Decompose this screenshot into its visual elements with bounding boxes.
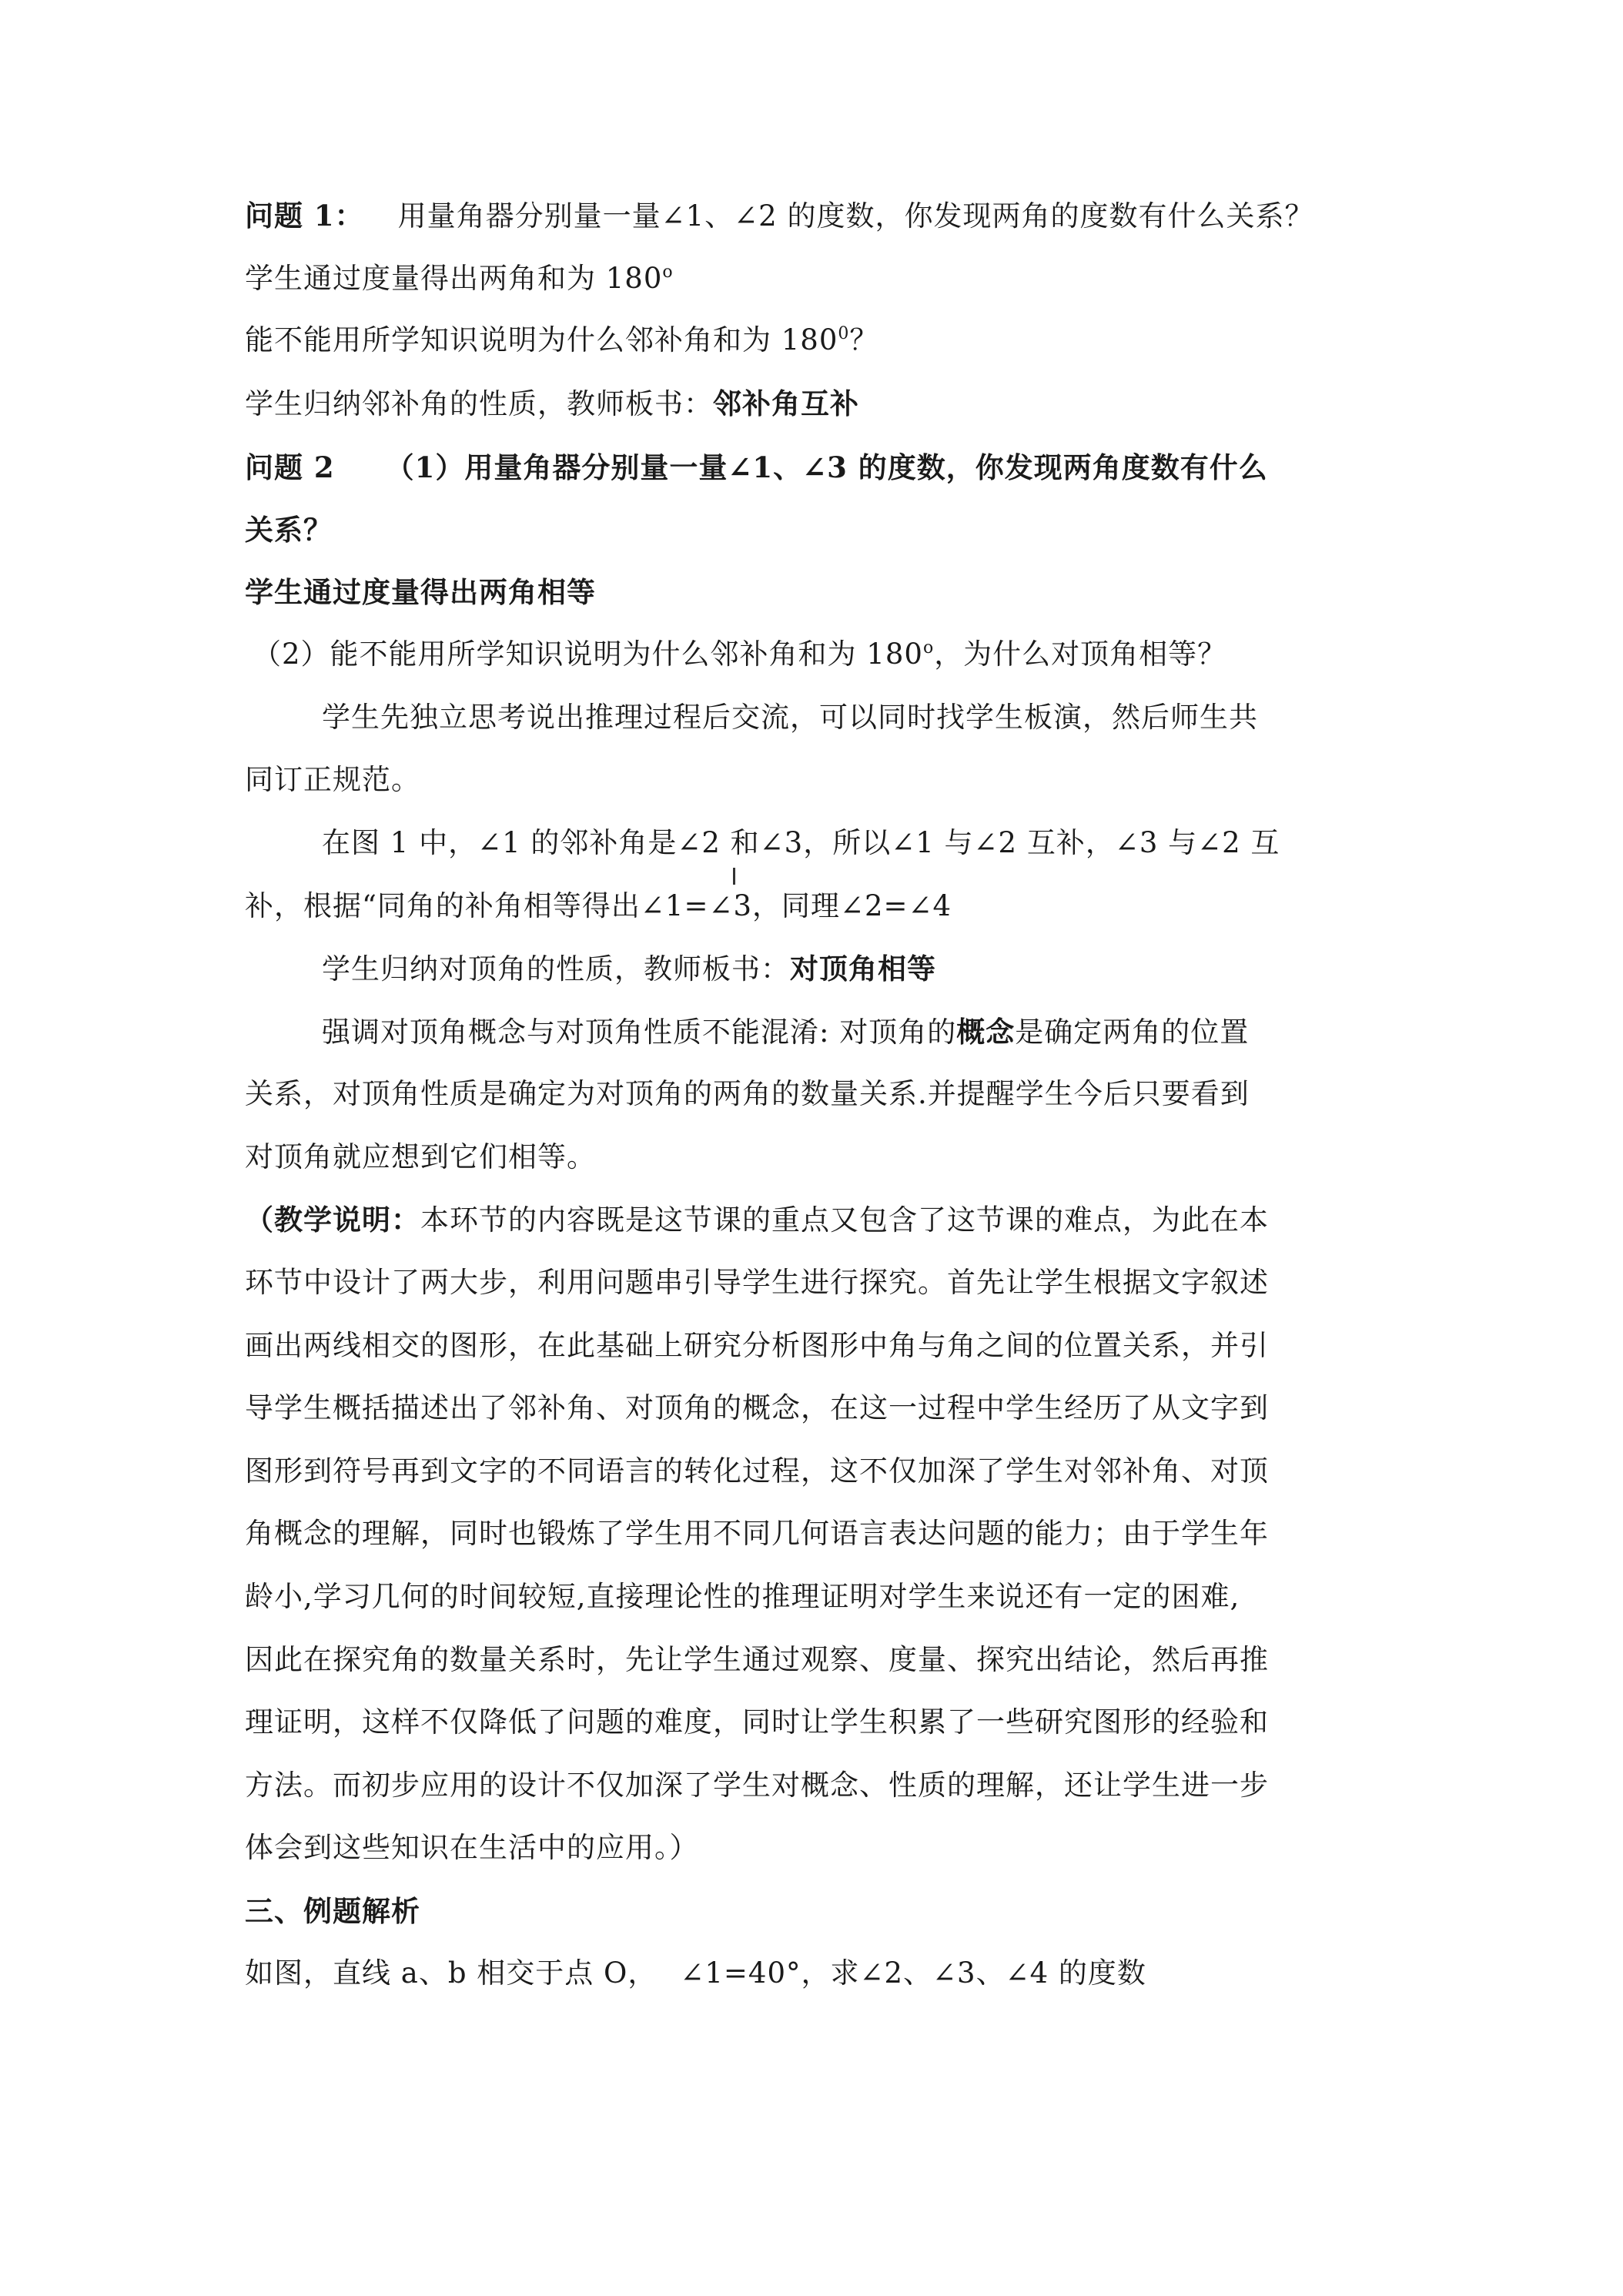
question-1-text: 用量角器分别量一量∠1、∠2 的度数，你发现两角的度数有什么关系？ <box>397 199 1314 233</box>
body-line: 方法。而初步应用的设计不仅加深了学生对概念、性质的理解，还让学生进一步 <box>245 1769 1269 1802</box>
body-line: 补，根据“同角的补角相等得出∠1=∠3，同理∠2=∠4 <box>245 889 952 922</box>
body-line: 学生先独立思考说出推理过程后交流，可以同时找学生板演，然后师生共 <box>322 701 1258 734</box>
question-1-label: 问题 1： <box>245 199 364 233</box>
teaching-note-line: （教学说明：本环节的内容既是这节课的重点又包含了这节课的难点，为此在本 <box>245 1203 1269 1237</box>
body-line: 关系？ <box>245 513 333 547</box>
body-line: 学生归纳邻补角的性质，教师板书：邻补角互补 <box>245 387 859 420</box>
stray-mark <box>733 868 735 885</box>
body-line: 导学生概括描述出了邻补角、对顶角的概念，在这一过程中学生经历了从文字到 <box>245 1391 1269 1424</box>
body-line: 因此在探究角的数量关系时，先让学生通过观察、度量、探究出结论，然后再推 <box>245 1643 1269 1676</box>
question-1-line <box>245 194 1400 238</box>
body-line: 学生归纳对顶角的性质，教师板书：对顶角相等 <box>322 952 936 986</box>
body-line: 学生通过度量得出两角和为 180$^o$ <box>245 262 674 295</box>
section-heading: 三、例题解析 <box>245 1894 420 1928</box>
body-line: （2）能不能用所学知识说明为什么邻补角和为 180$^o$，为什么对顶角相等？ <box>253 638 1227 671</box>
body-line: 角概念的理解，同时也锻炼了学生用不同几何语言表达问题的能力；由于学生年 <box>245 1517 1269 1550</box>
question-2-line <box>245 446 1400 489</box>
property-supplementary: 邻补角互补 <box>713 387 859 420</box>
body-line: 龄小,学习几何的时间较短,直接理论性的推理证明对学生来说还有一定的困难, <box>245 1580 1240 1613</box>
body-line: 在图 1 中，∠1 的邻补角是∠2 和∠3，所以∠1 与∠2 互补，∠3 与∠2 互 <box>322 826 1280 859</box>
body-line: 图形到符号再到文字的不同语言的转化过程，这不仅加深了学生对邻补角、对顶 <box>245 1454 1269 1488</box>
body-line: 环节中设计了两大步，利用问题串引导学生进行探究。首先让学生根据文字叙述 <box>245 1266 1269 1299</box>
body-line: 画出两线相交的图形，在此基础上研究分析图形中角与角之间的位置关系，并引 <box>245 1329 1269 1362</box>
question-2-text: （1）用量角器分别量一量∠1、∠3 的度数，你发现两角度数有什么 <box>385 450 1268 484</box>
body-line: 学生通过度量得出两角相等 <box>245 575 596 609</box>
question-2-label: 问题 2 <box>245 450 335 484</box>
body-line: 关系，对顶角性质是确定为对顶角的两角的数量关系.并提醒学生今后只要看到 <box>245 1077 1250 1110</box>
body-line: 能不能用所学知识说明为什么邻补角和为 $180^0$？ <box>245 323 879 356</box>
teaching-note-label: （教学说明： <box>245 1203 420 1237</box>
example-line: 如图，直线 a、b 相交于点 O， ∠1=40°，求∠2、∠3、∠4 的度数 <box>245 1956 1146 1990</box>
body-line: 对顶角就应想到它们相等。 <box>245 1140 596 1173</box>
property-vertical-angles: 对顶角相等 <box>790 952 936 986</box>
body-line: 同订正规范。 <box>245 763 420 796</box>
body-line: 体会到这些知识在生活中的应用。） <box>245 1831 699 1864</box>
body-line: 理证明，这样不仅降低了问题的难度，同时让学生积累了一些研究图形的经验和 <box>245 1705 1269 1739</box>
body-line: 强调对顶角概念与对顶角性质不能混淆: 对顶角的概念是确定两角的位置 <box>322 1015 1250 1049</box>
